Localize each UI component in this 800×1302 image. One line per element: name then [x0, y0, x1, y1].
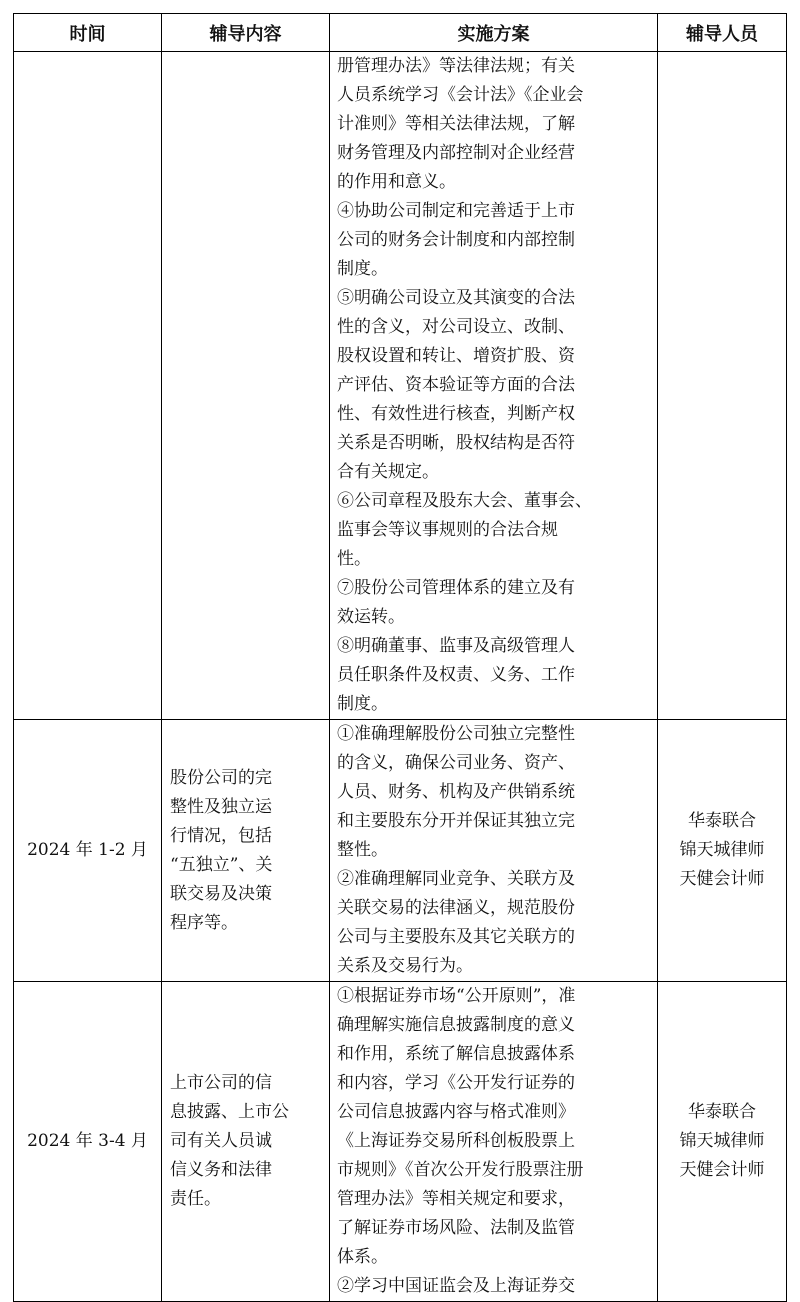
plan-cell-line: 人员、财务、机构及产供销系统	[337, 782, 575, 802]
plan-cell-line: 了解证券市场风险、法制及监管	[337, 1218, 575, 1238]
staff-cell-line: 华泰联合	[688, 1102, 756, 1122]
plan-cell-line: 公司信息披露内容与格式准则》	[337, 1102, 575, 1122]
plan-cell	[330, 982, 658, 1302]
staff-cell-line: 天健会计师	[679, 869, 765, 889]
content-cell-line: 行情况，包括	[170, 825, 272, 846]
plan-cell-line: 制度。	[337, 259, 388, 279]
time-cell	[14, 52, 162, 720]
staff-cell-line: 锦天城律师	[679, 840, 765, 860]
plan-cell-line: ②学习中国证监会及上海证券交	[337, 1276, 575, 1296]
plan-cell-line: ⑧明确董事、监事及高级管理人	[337, 636, 575, 656]
plan-cell-line: 合有关规定。	[337, 462, 439, 482]
content-cell-line: 息披露、上市公	[170, 1102, 289, 1122]
table-row	[14, 52, 787, 720]
plan-cell-line: 关系及交易行为。	[337, 956, 473, 976]
staff-cell	[658, 720, 787, 982]
table-row	[14, 982, 787, 1302]
plan-cell-line: 关联交易的法律涵义，规范股份	[337, 898, 575, 918]
content-cell-line: 上市公司的信	[170, 1073, 272, 1093]
plan-cell-line: ①准确理解股份公司独立完整性	[337, 724, 575, 744]
plan-cell-line: 性的含义，对公司设立、改制、	[337, 317, 575, 337]
table-row	[14, 720, 787, 982]
plan-cell-line: 公司与主要股东及其它关联方的	[337, 927, 575, 947]
plan-cell-line: 关系是否明晰，股权结构是否符	[337, 433, 575, 453]
plan-cell	[330, 52, 658, 720]
content-cell-line: 程序等。	[170, 912, 238, 933]
plan-cell-line: ⑦股份公司管理体系的建立及有	[337, 578, 575, 598]
plan-cell-line: ⑥公司章程及股东大会、董事会、	[337, 491, 592, 511]
plan-cell-line: 性、有效性进行核查，判断产权	[337, 404, 575, 424]
plan-cell-line: 确理解实施信息披露制度的意义	[337, 1015, 575, 1035]
content-cell-line: 司有关人员诚	[170, 1131, 272, 1151]
plan-cell-line: 的含义，确保公司业务、资产、	[337, 753, 575, 773]
staff-cell-line: 天健会计师	[679, 1160, 765, 1180]
plan-cell-line: ⑤明确公司设立及其演变的合法	[337, 288, 575, 308]
plan-cell-line: 《上海证券交易所科创板股票上	[337, 1131, 575, 1151]
plan-cell-line: 股权设置和转让、增资扩股、资	[337, 346, 575, 366]
plan-cell-line: ①根据证券市场“公开原则”，准	[337, 986, 576, 1006]
plan-cell-line: 整性。	[337, 840, 388, 860]
time-cell: 2024 年 3-4 月	[14, 982, 162, 1302]
header-content: 辅导内容	[162, 14, 330, 52]
plan-cell-line: 制度。	[337, 694, 388, 714]
plan-cell-line: 和主要股东分开并保证其独立完	[337, 811, 575, 831]
plan-cell-line: 监事会等议事规则的合法合规	[337, 520, 558, 540]
plan-cell-line: 市规则》《首次公开发行股票注册	[337, 1160, 584, 1180]
plan-cell-line: ④协助公司制定和完善适于上市	[337, 201, 575, 221]
content-cell-line: “五独立”、关	[170, 854, 273, 875]
plan-cell-line: 性。	[337, 549, 371, 569]
plan-cell-line: 的作用和意义。	[337, 172, 456, 192]
time-cell: 2024 年 1-2 月	[14, 720, 162, 982]
content-cell-line: 责任。	[170, 1189, 221, 1209]
plan-cell-line: 员任职条件及权责、义务、工作	[337, 665, 575, 685]
staff-cell	[658, 982, 787, 1302]
plan-cell-line: ②准确理解同业竞争、关联方及	[337, 869, 575, 889]
content-cell	[162, 52, 330, 720]
content-cell-line: 联交易及决策	[170, 883, 272, 904]
plan-cell-line: 体系。	[337, 1247, 388, 1267]
plan-cell-line: 和作用，系统了解信息披露体系	[337, 1044, 575, 1064]
plan-cell-line: 册管理办法》等法律法规；有关	[337, 56, 575, 76]
tutoring-plan-table	[13, 13, 787, 1302]
content-cell-line: 整性及独立运	[170, 796, 272, 817]
plan-cell-line: 效运转。	[337, 607, 405, 627]
plan-cell-line: 财务管理及内部控制对企业经营	[337, 143, 575, 163]
content-cell-line: 股份公司的完	[170, 767, 272, 788]
header-time: 时间	[14, 14, 162, 52]
plan-cell-line: 和内容，学习《公开发行证券的	[337, 1073, 575, 1093]
plan-cell	[330, 720, 658, 982]
plan-cell-line: 人员系统学习《会计法》《企业会	[337, 85, 584, 105]
plan-cell-line: 管理办法》等相关规定和要求，	[337, 1189, 575, 1209]
content-cell	[162, 982, 330, 1302]
header-row	[14, 14, 787, 52]
plan-cell-line: 计准则》等相关法律法规，了解	[337, 114, 575, 134]
staff-cell	[658, 52, 787, 720]
staff-cell-line: 锦天城律师	[679, 1131, 765, 1151]
plan-cell-line: 产评估、资本验证等方面的合法	[337, 375, 575, 395]
header-plan: 实施方案	[330, 14, 658, 52]
staff-cell-line: 华泰联合	[688, 811, 756, 831]
plan-cell-line: 公司的财务会计制度和内部控制	[337, 230, 575, 250]
header-staff: 辅导人员	[658, 14, 787, 52]
content-cell-line: 信义务和法律	[170, 1160, 272, 1180]
content-cell	[162, 720, 330, 982]
